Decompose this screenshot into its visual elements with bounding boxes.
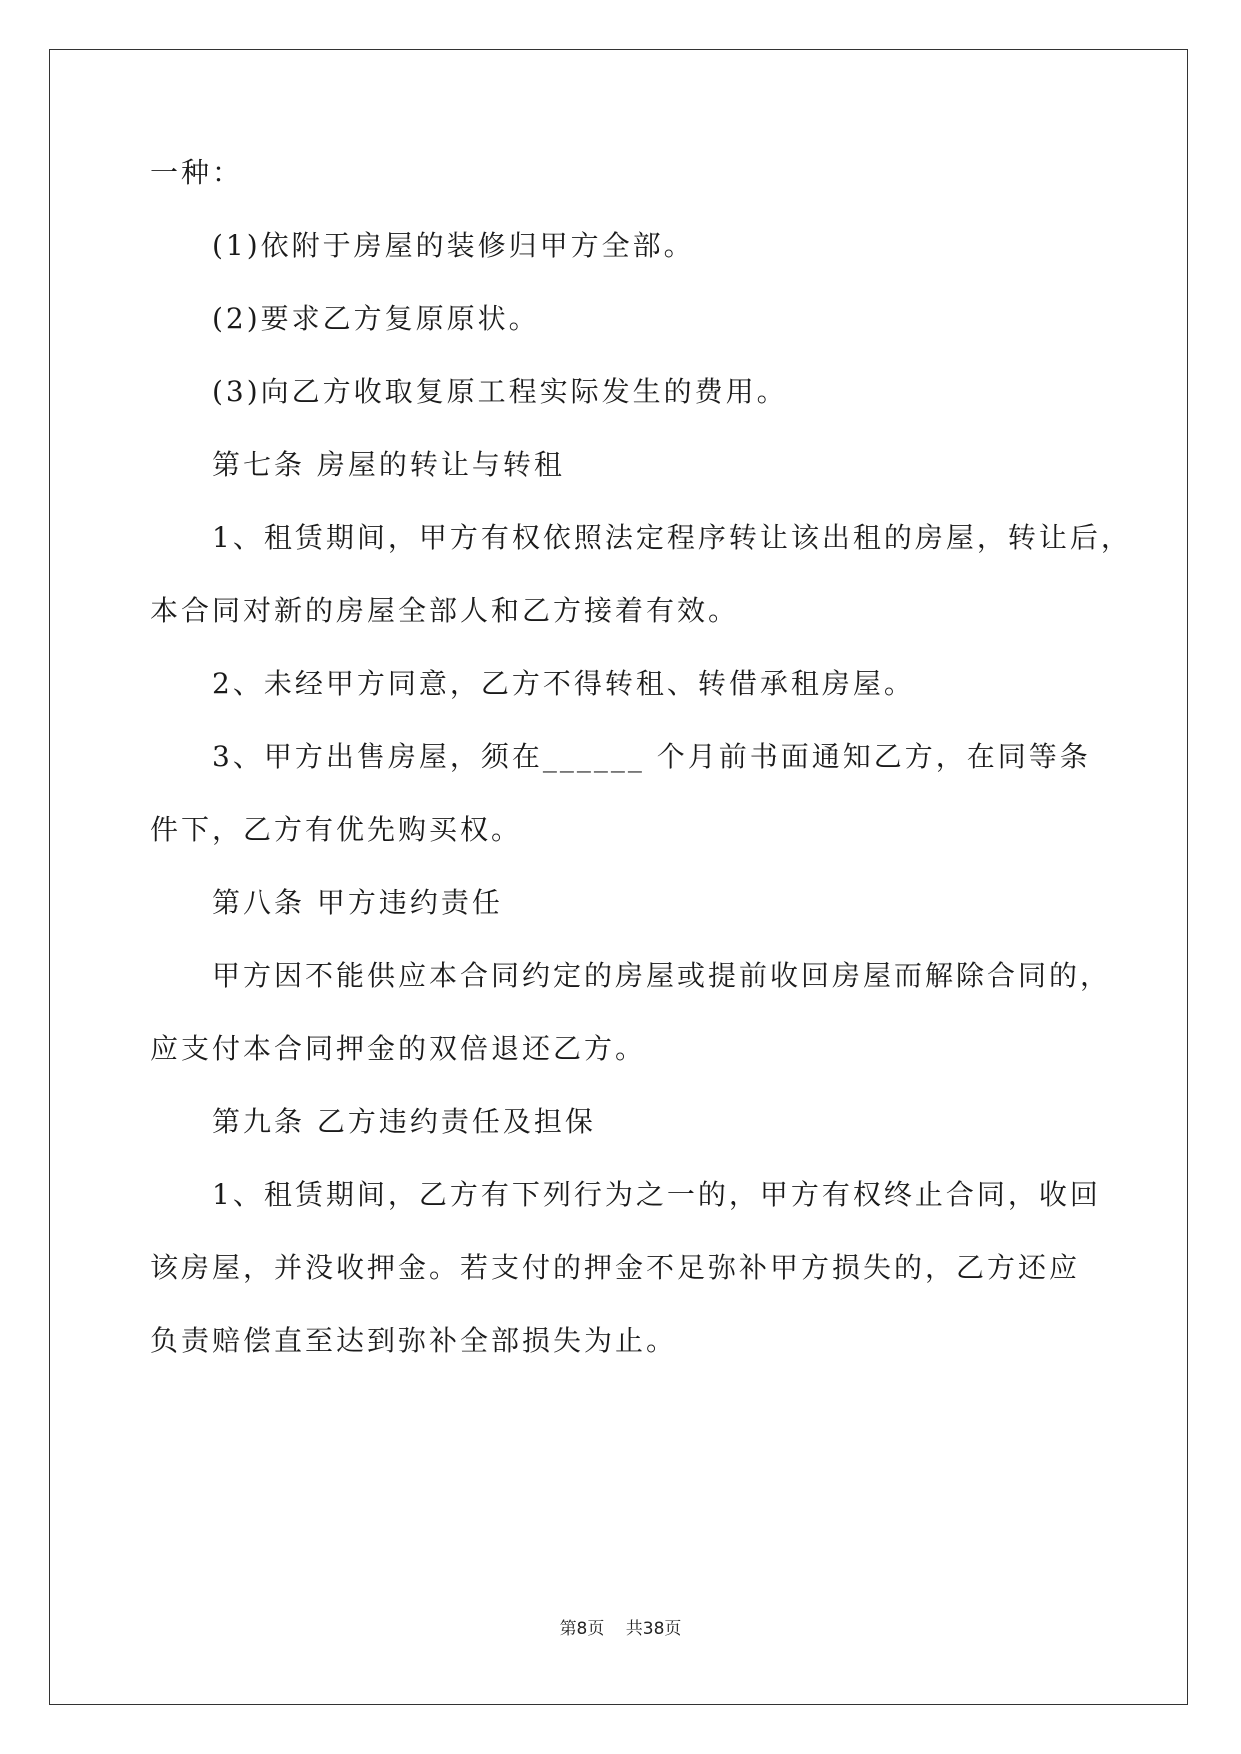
text-line: 该房屋，并没收押金。若支付的押金不足弥补甲方损失的，乙方还应 (150, 1251, 1081, 1284)
text-line: 负责赔偿直至达到弥补全部损失为止。 (150, 1324, 678, 1357)
text-line: (3)向乙方收取复原工程实际发生的费用。 (150, 375, 788, 408)
text-line: 2、未经甲方同意，乙方不得转租、转借承租房屋。 (150, 667, 915, 700)
text-line: 件下，乙方有优先购买权。 (150, 813, 523, 846)
page-number-total: 共38页 (625, 1619, 682, 1639)
page-footer (0, 1614, 1241, 1639)
text-line: (1)依附于房屋的装修归甲方全部。 (150, 229, 695, 262)
text-line: (2)要求乙方复原原状。 (150, 302, 540, 335)
text-line: 应支付本合同押金的双倍退还乙方。 (150, 1032, 647, 1065)
text-line: 1、租赁期间，乙方有下列行为之一的，甲方有权终止合同，收回 (150, 1178, 1101, 1211)
page-border (49, 49, 1188, 1705)
section-heading: 第七条 房屋的转让与转租 (150, 448, 565, 481)
text-line: 1、租赁期间，甲方有权依照法定程序转让该出租的房屋，转让后， (150, 521, 1132, 554)
section-heading: 第八条 甲方违约责任 (150, 886, 503, 919)
text-line: 本合同对新的房屋全部人和乙方接着有效。 (150, 594, 740, 627)
section-heading: 第九条 乙方违约责任及担保 (150, 1105, 596, 1138)
text-line: 3、甲方出售房屋，须在______ 个月前书面通知乙方，在同等条 (150, 740, 1091, 773)
text-line: 一种： (150, 156, 244, 189)
page-number-current: 第8页 (559, 1619, 605, 1639)
text-line: 甲方因不能供应本合同约定的房屋或提前收回房屋而解除合同的， (150, 959, 1112, 992)
